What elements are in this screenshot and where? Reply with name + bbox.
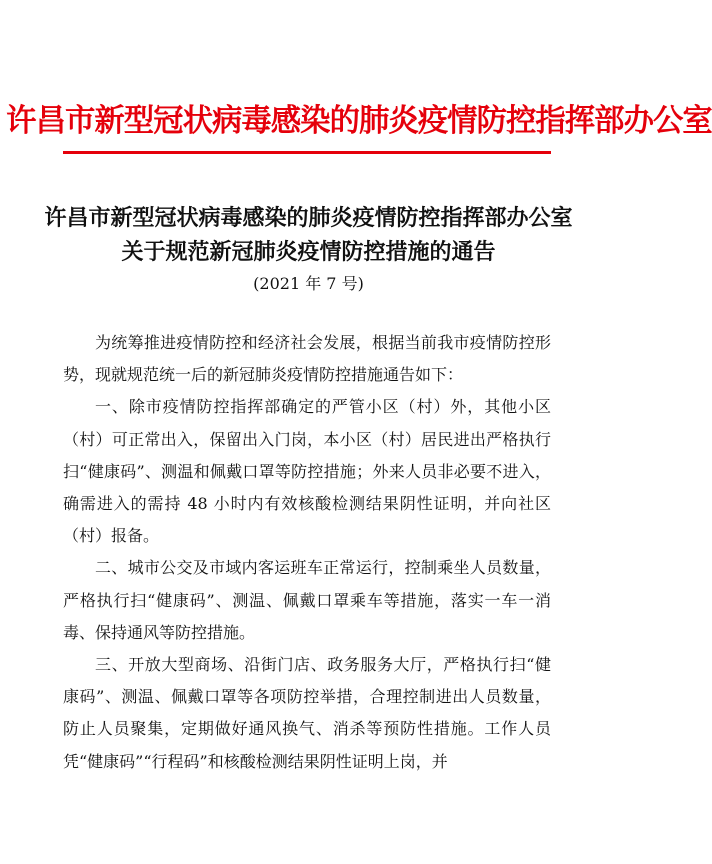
notice-body xyxy=(63,327,551,778)
body-paragraph-intro: 为统筹推进疫情防控和经济社会发展，根据当前我市疫情防控形势，现就规范统一后的新冠肺炎疫情防控措施通告如下： xyxy=(63,333,551,385)
body-paragraph-item-1: 一、除市疫情防控指挥部确定的严管小区（村）外，其他小区（村）可正常出入，保留出入门岗，本小区（村）居民进出严格执行扫“健康码”、测温和佩戴口罩等防控措施；外来人员非必要不进入，确需进入的需持 48 小时内有效核酸检测结果阴性证明，并向社区（村）报备。 xyxy=(63,397,551,546)
notice-title-line-2: 关于规范新冠肺炎疫情防控措施的通告 xyxy=(121,239,496,265)
notice-document-number: (2021 年 7 号) xyxy=(253,274,364,293)
body-paragraph-item-2: 二、城市公交及市域内客运班车正常运行，控制乘坐人员数量，严格执行扫“健康码”、测温、佩戴口罩乘车等措施，落实一车一消毒、保持通风等防控措施。 xyxy=(63,558,551,642)
notice-title-line-1: 许昌市新型冠状病毒感染的肺炎疫情防控指挥部办公室 xyxy=(44,205,573,231)
red-header-org-title: 许昌市新型冠状病毒感染的肺炎疫情防控指挥部办公室 xyxy=(6,103,712,139)
red-header-divider xyxy=(63,151,551,154)
body-paragraph-item-3: 三、开放大型商场、沿街门店、政务服务大厅，严格执行扫“健康码”、测温、佩戴口罩等各项防控举措，合理控制进出人员数量，防止人员聚集，定期做好通风换气、消杀等预防性措施。工作人员凭“健康码”“行程码”和核酸检测结果阴性证明上岗，并 xyxy=(63,655,551,771)
